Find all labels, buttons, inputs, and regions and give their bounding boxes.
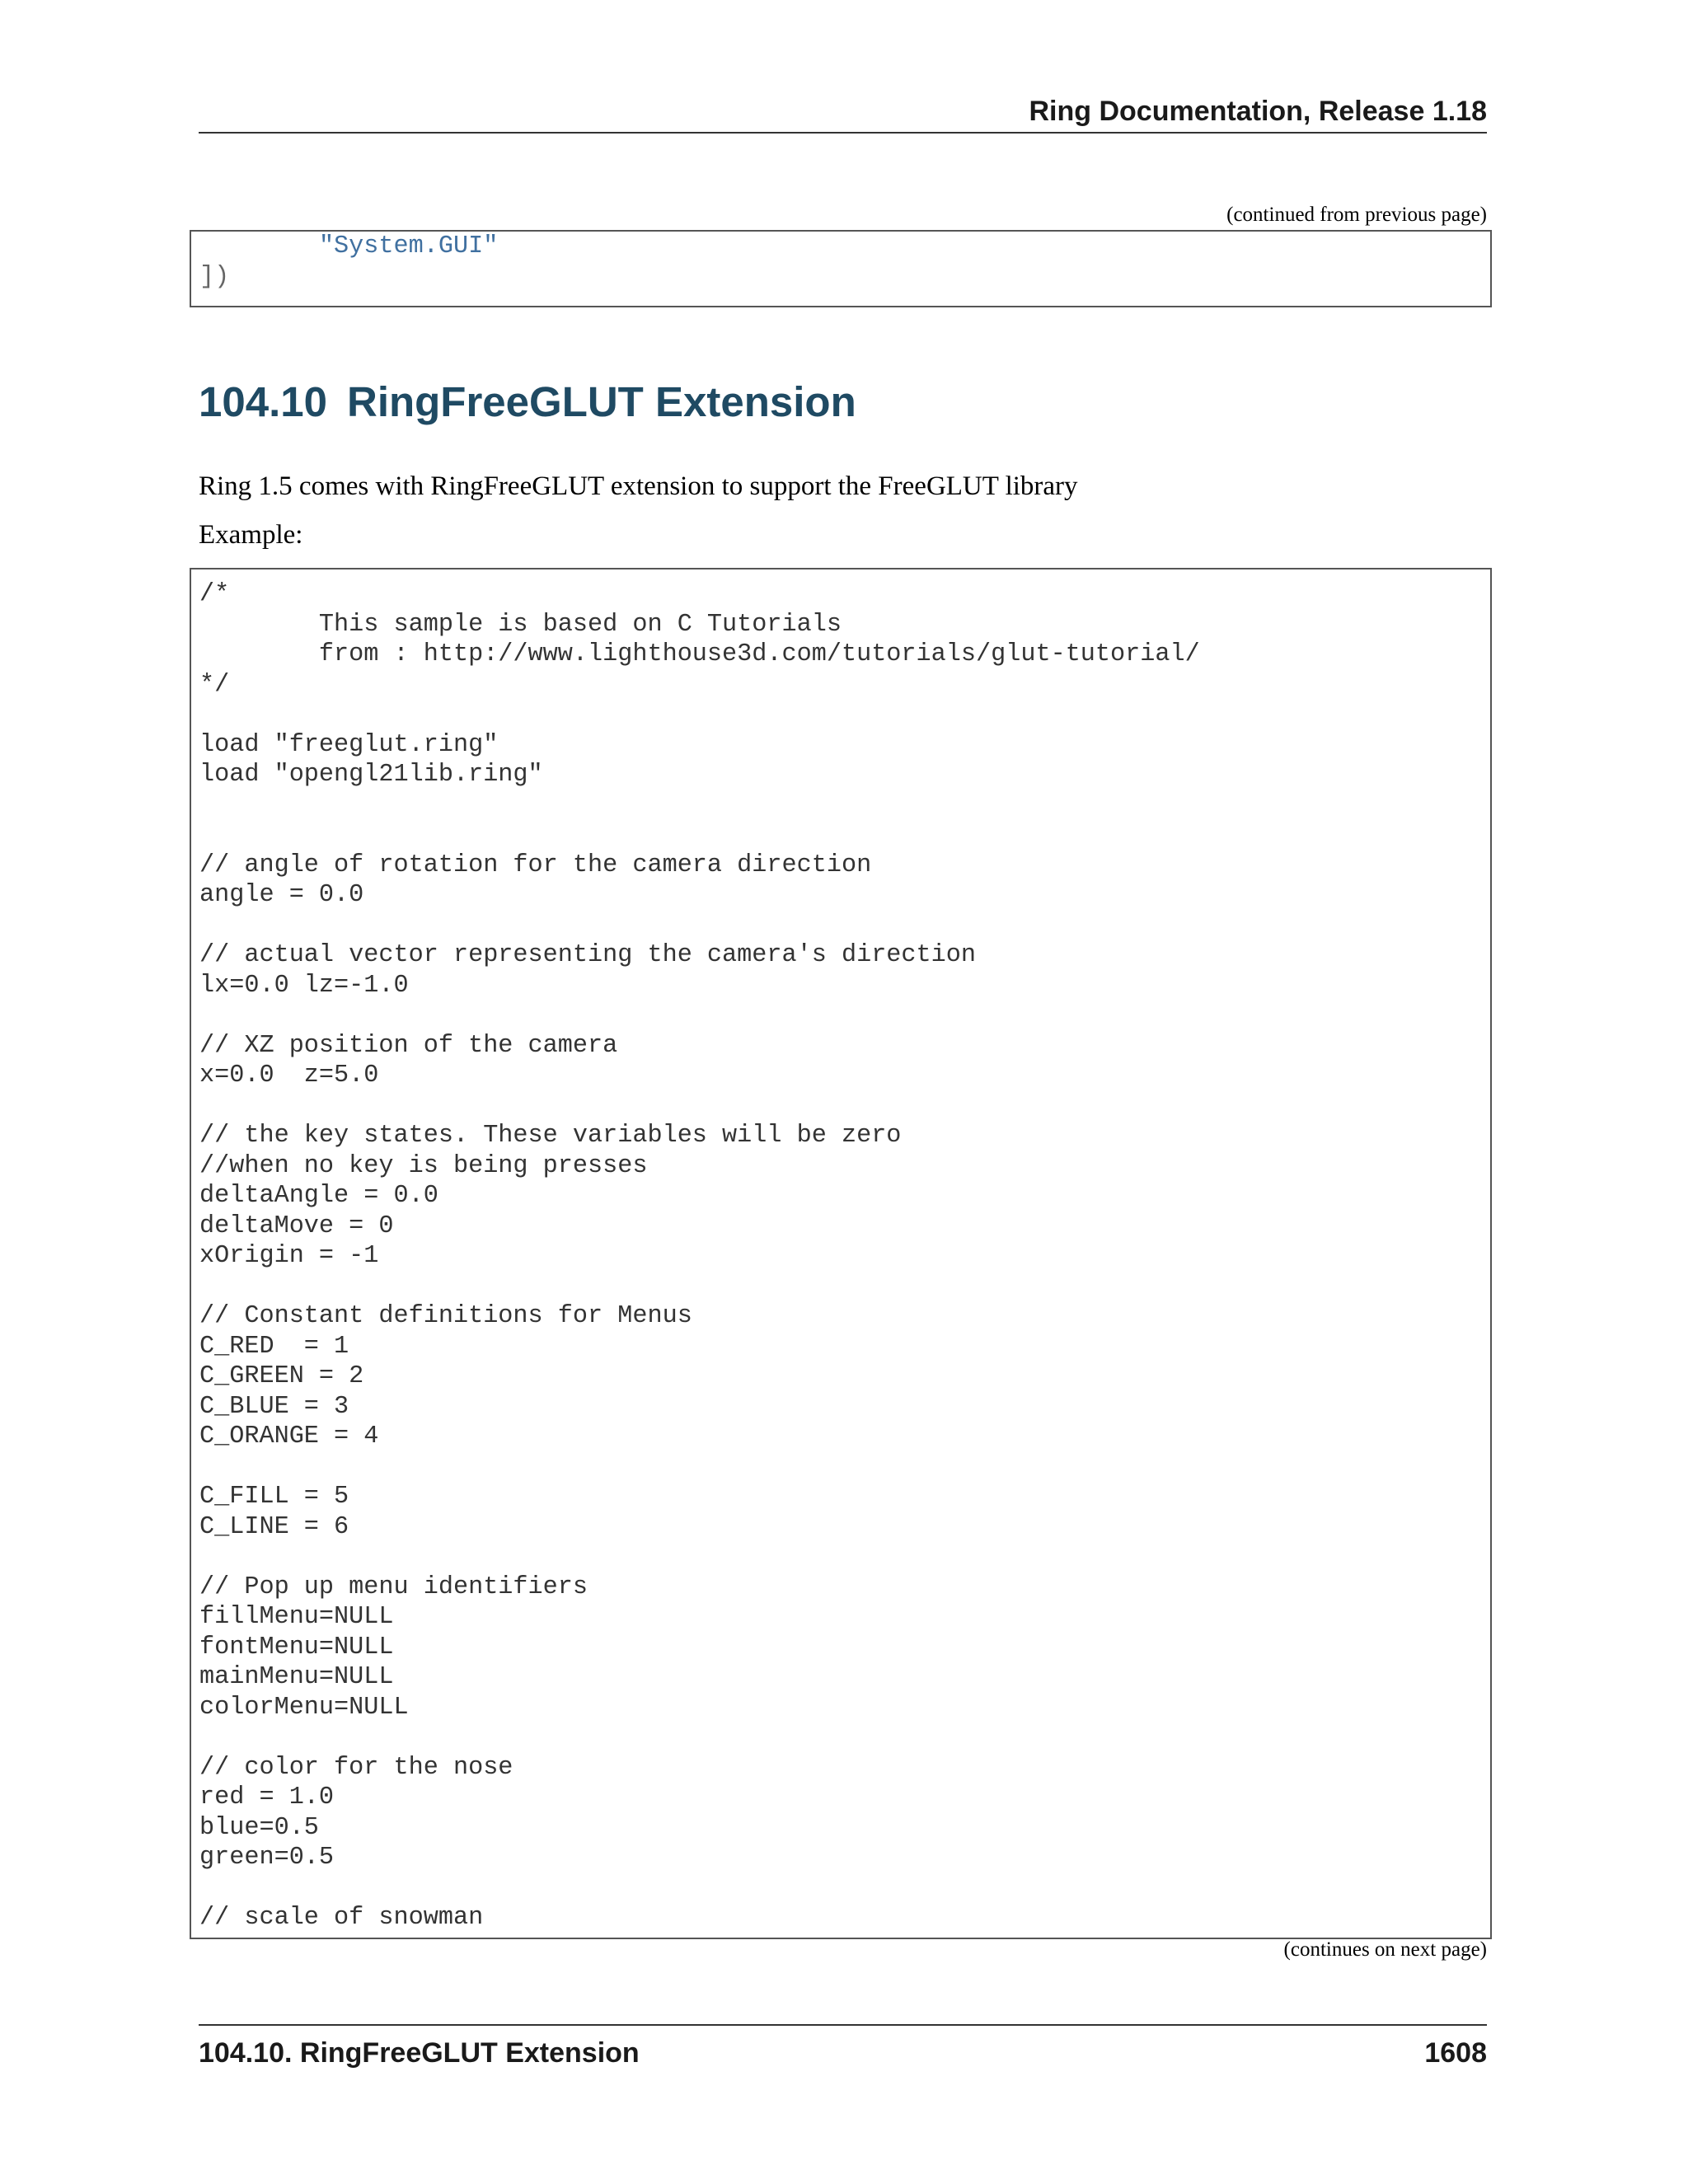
code-line: C_ORANGE = 4 [199, 1422, 379, 1451]
code-line: mainMenu=NULL [199, 1663, 394, 1691]
code-line: //when no key is being presses [199, 1151, 648, 1180]
code-line: // the key states. These variables will be zero [199, 1122, 902, 1150]
code-line: blue=0.5 [199, 1813, 319, 1842]
section-number: 104.10 [199, 378, 327, 425]
section-title: RingFreeGLUT Extension [347, 378, 856, 425]
code-line: deltaMove = 0 [199, 1212, 394, 1240]
document-title: Ring Documentation, Release 1.18 [1029, 96, 1487, 127]
code-line: C_RED = 1 [199, 1332, 349, 1361]
code-line: // actual vector representing the camera's direction [199, 941, 977, 969]
footer-section: 104.10. RingFreeGLUT Extension [199, 2037, 640, 2069]
code-line: // scale of snowman [199, 1904, 484, 1932]
code-line: from : http://www.lighthouse3d.com/tutorials/glut-tutorial/ [199, 640, 1200, 668]
continues-on-label: (continues on next page) [1283, 1938, 1487, 1961]
example-code-block [190, 568, 1492, 1939]
code-line: angle = 0.0 [199, 881, 364, 909]
code-line: C_LINE = 6 [199, 1512, 349, 1541]
code-line: This sample is based on C Tutorials [199, 610, 842, 639]
code-line: green=0.5 [199, 1844, 335, 1872]
code-closing-bracket: ]) [199, 262, 230, 291]
code-line: C_FILL = 5 [199, 1483, 349, 1511]
code-line: load "freeglut.ring" [199, 730, 499, 759]
code-line: x=0.0 z=5.0 [199, 1062, 379, 1090]
page-footer [199, 2024, 1487, 2069]
code-line: /* [199, 580, 230, 608]
example-label: Example: [199, 520, 303, 550]
previous-code-block [190, 230, 1492, 307]
code-line: load "opengl21lib.ring" [199, 761, 543, 789]
previous-code-text [191, 232, 1490, 292]
running-header [199, 92, 1487, 134]
intro-paragraph: Ring 1.5 comes with RingFreeGLUT extension to support the FreeGLUT library [199, 471, 1078, 501]
code-line: // XZ position of the camera [199, 1031, 618, 1060]
code-line: // Pop up menu identifiers [199, 1572, 588, 1601]
code-line: xOrigin = -1 [199, 1242, 379, 1270]
code-line: colorMenu=NULL [199, 1693, 409, 1722]
code-line: // angle of rotation for the camera direction [199, 851, 872, 879]
continued-from-label: (continued from previous page) [1226, 204, 1487, 226]
code-string-system-gui: "System.GUI" [318, 232, 499, 260]
code-line: lx=0.0 lz=-1.0 [199, 971, 409, 1000]
code-line: fontMenu=NULL [199, 1633, 394, 1661]
example-code-text [191, 569, 1490, 1933]
code-line: */ [199, 670, 230, 699]
section-heading [199, 376, 856, 429]
code-line: // Constant definitions for Menus [199, 1302, 692, 1330]
code-line: deltaAngle = 0.0 [199, 1182, 438, 1210]
code-line: red = 1.0 [199, 1783, 335, 1811]
code-line: C_GREEN = 2 [199, 1362, 364, 1390]
code-line: C_BLUE = 3 [199, 1392, 349, 1421]
code-line: fillMenu=NULL [199, 1603, 394, 1631]
page-number: 1608 [1424, 2037, 1487, 2069]
code-line: // color for the nose [199, 1753, 513, 1782]
